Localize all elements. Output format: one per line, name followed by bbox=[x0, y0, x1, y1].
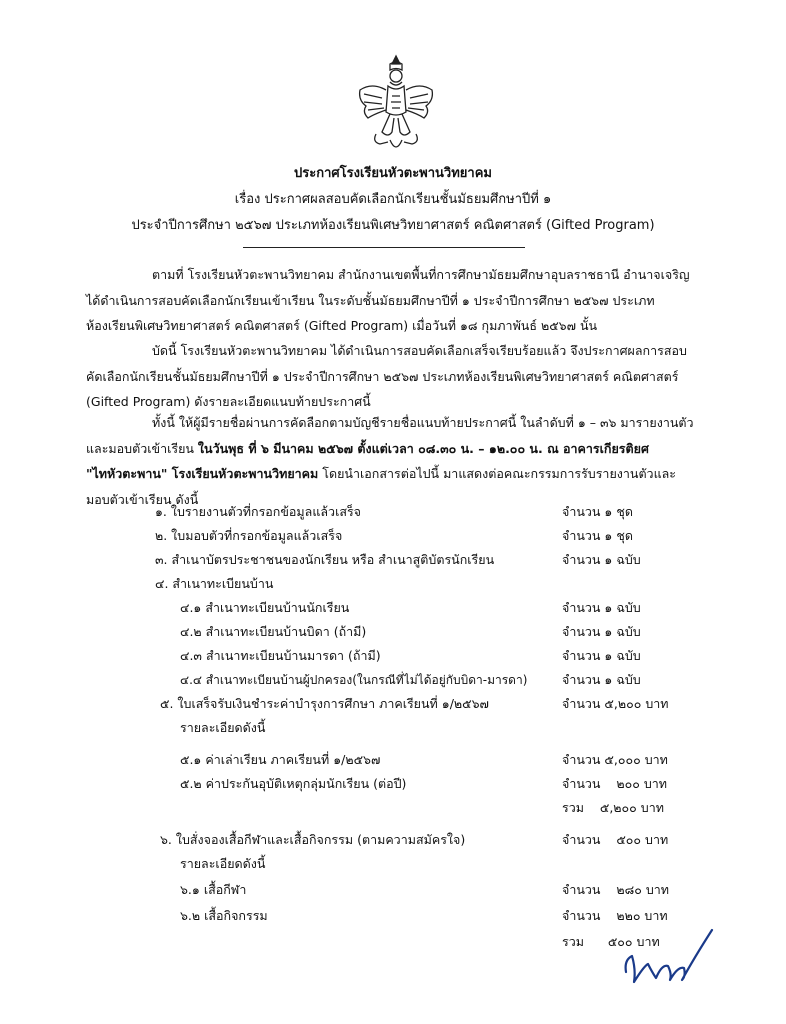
para1-line1: ตามที่ โรงเรียนหัวตะพานวิทยาคม สำนักงานเขตพื้นที่การศึกษามัธยมศึกษาอุบลราชธานี อำนาจเจริญ bbox=[152, 267, 690, 282]
para3-line2-b: ในวันพุธ ที่ ๖ มีนาคม ๒๕๖๗ ตั้งแต่เวลา ๐๘.๓๐ น. – ๑๒.๐๐ น. ณ อาคารเกียรติยศ bbox=[197, 440, 649, 456]
para2-line3: (Gifted Program) ดังรายละเอียดแนบท้ายประกาศนี้ bbox=[86, 394, 371, 409]
para1-line3: ห้องเรียนพิเศษวิทยาศาสตร์ คณิตศาสตร์ (Gifted Program) เมื่อวันที่ ๑๘ กุมภาพันธ์ ๒๕๖๗ นั้น bbox=[86, 318, 598, 333]
para3-line3-a: "ไทหัวตะพาน" โรงเรียนหัวตะพานวิทยาคม bbox=[86, 466, 319, 481]
announcement-subtitle: ประจำปีการศึกษา ๒๕๖๗ ประเภทห้องเรียนพิเศษวิทยาศาสตร์ คณิตศาสตร์ (Gifted Program) bbox=[131, 218, 655, 233]
document-list: ๑. ใบรายงานตัวที่กรอกข้อมูลแล้วเสร็จ จำนวน ๑ ชุด ๒. ใบมอบตัวที่กรอกข้อมูลแล้วเสร็จ จำนวน ๑ ชุด ๓. สำเนาบัตรประชาชนของนักเรียน หรือ สำเนาสูติบัตรนักเรียน จำนวน ๑ ฉบับ ๔. สำเนาทะเบียนบ้าน ๔.๑ สำเนาทะเบียนบ้านนักเรียน จำนวน ๑ ฉบับ ๔.๒ สำเนาทะเบียนบ้านบิดา (ถ้ามี) จำนวน ๑ ฉบับ ๔.๓ สำเนาทะเบียนบ้านมารดา (ถ้ามี) จำนวน ๑ ฉบับ ๔.๔ สำเนาทะเบียนบ้านผู้ปกครอง(ในกรณีที่ไม่ได้อยู่กับบิดา-มารดา) จำนวน ๑ ฉบับ ๕. ใบเสร็จรับเงินชำระค่าบำรุงการศึกษา ภาคเรียนที่ ๑/๒๕๖๗ จำนวน ๕,๒๐๐ บาท รายละเอียดดังนี้ ๕.๑ ค่าเล่าเรียน ภาคเรียนที่ ๑/๒๕๖๗ จำนวน ๕,๐๐๐ บาท ๕.๒ ค่าประกันอุบัติเหตุกลุ่มนักเรียน (ต่อปี) จำนวน ๒๐๐ บาท รวม ๕,๒๐๐ บาท ๖. ใบสั่งจองเสื้อกีฬาและเสื้อกิจกรรม (ตามความสมัครใจ) จำนวน ๕๐๐ บาท รายละเอียดดังนี้ ๖.๑ เสื้อกีฬา จำนวน ๒๘๐ บาท ๖.๒ เสื้อกิจกรรม จำนวน ๒๒๐ บาท รวม ๕๐๐ บาท bbox=[155, 504, 670, 949]
announcement-title: ประกาศโรงเรียนหัวตะพานวิทยาคม bbox=[294, 166, 492, 181]
para3-line3-b: โดยนำเอกสารต่อไปนี้ มาแสดงต่อคณะกรรมการรับรายงานตัวและ bbox=[318, 466, 677, 481]
para3-line1: ทั้งนี้ ให้ผู้มีรายชื่อผ่านการคัดลือกตามบัญชีรายชื่อแนบท้ายประกาศนี้ ในลำดับที่ ๑ – ๓๖ มารายงานตัว bbox=[152, 415, 694, 430]
announcement-subject: เรื่อง ประกาศผลสอบคัดเลือกนักเรียนชั้นมัธยมศึกษาปีที่ ๑ bbox=[234, 192, 552, 207]
para3-line2-a: และมอบตัวเข้าเรียน bbox=[86, 440, 198, 456]
para1-line2: ได้ดำเนินการสอบคัดเลือกนักเรียนเข้าเรียน ในระดับชั้นมัธยมศึกษาปีที่ ๑ ประจำปีการศึกษา ๒๕๖๗ ประเภท bbox=[86, 292, 655, 308]
para2-line2: คัดเลือกนักเรียนชั้นมัธยมศึกษาปีที่ ๑ ประจำปีการศึกษา ๒๕๖๗ ประเภทห้องเรียนพิเศษวิทยาศาสตร์ คณิตศาสตร์ bbox=[86, 368, 679, 384]
signature-mark bbox=[622, 926, 716, 986]
para3-line4: มอบตัวเข้าเรียน ดังนี้ bbox=[86, 491, 199, 507]
para2-line1: บัดนี้ โรงเรียนหัวตะพานวิทยาคม ได้ดำเนินการสอบคัดเลือกเสร็จเรียบร้อยแล้ว จึงประกาศผลการสอบ bbox=[152, 343, 687, 358]
